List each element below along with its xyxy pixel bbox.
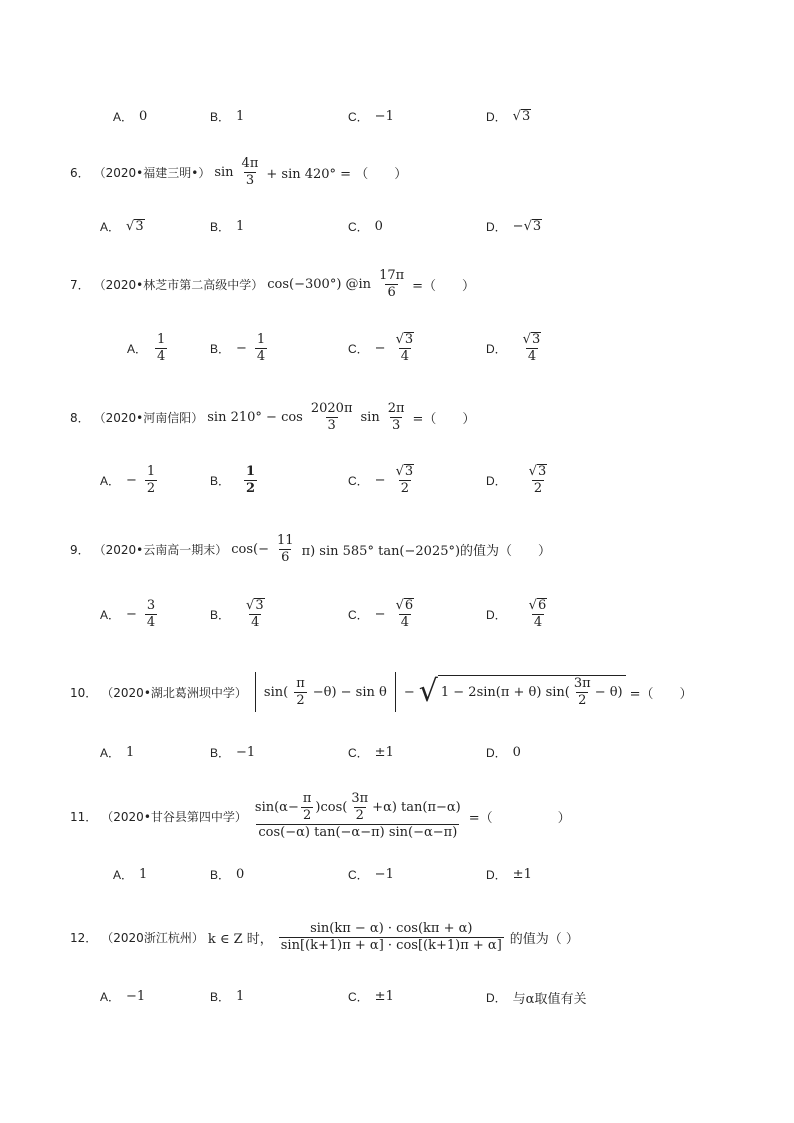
q12-stem: 12． （2020浙江杭州） k ∈ Z 时， $\frac{\sin(k\pi - \alpha) \cdot \cos(k\pi + \alpha)}{\sin[(k+1)\pi + \alpha] \cdot \cos[(k+1)\pi + \alpha]}$ 的值为（ ）: [70, 920, 579, 953]
q7-options: [0, 330, 794, 370]
sqrt-symbol: √ 1 − 2sin(π + θ) sin( $\frac{3\pi}{2}$ − θ): [419, 672, 626, 712]
q8-option-d[interactable]: D． √ 3 2: [486, 464, 551, 497]
fraction: $\frac{1}{2}$: [246, 464, 256, 496]
q9-option-a[interactable]: A． − $\frac{3}{4}$: [100, 598, 156, 630]
q5-option-a[interactable]: A． 0: [113, 109, 148, 124]
q6-stem: 6． （2020•福建三明•） sin $\frac{4\pi}{3}$ + sin 420° = （ ）: [70, 155, 408, 188]
q9-option-b[interactable]: B． √ 3 4: [210, 598, 269, 631]
fraction: $\frac{1}{4}$: [256, 332, 266, 364]
fraction: $\frac{1}{2}$: [146, 464, 156, 496]
fraction: √ 3 4: [246, 598, 264, 630]
fraction: $\frac{4\pi}{3}$: [241, 155, 259, 188]
sqrt-symbol: √ 3: [512, 109, 531, 124]
q7-option-a[interactable]: A． $\frac{1}{4}$: [127, 332, 166, 364]
q8-options: [0, 462, 794, 502]
q10-option-c[interactable]: C． ±1: [348, 745, 394, 760]
q6-option-b[interactable]: B． 1: [210, 219, 245, 234]
q11-options: [0, 866, 794, 888]
fraction: √ 6 4: [395, 598, 414, 630]
fraction: $\frac{2020\pi}{3}$: [310, 400, 353, 433]
q5-option-b[interactable]: B． 1: [210, 109, 245, 124]
q6-options: [0, 218, 794, 240]
q8-stem: 8． （2020•河南信阳） sin 210° − cos $\frac{2020\pi}{3}$ sin $\frac{2\pi}{3}$ =（ ）: [70, 400, 476, 433]
q11-option-d[interactable]: D． ±1: [486, 867, 532, 882]
fraction: √ 3 2: [395, 464, 414, 496]
fraction: $\frac{\pi}{2}$: [296, 675, 305, 708]
fraction: $\frac{2\pi}{3}$: [387, 400, 405, 433]
q9-stem: 9． （2020•云南高一期末） cos(− $\frac{11}{6}$ π) sin 585° tan(−2025°)的值为（ ）: [70, 532, 552, 565]
q6-option-c[interactable]: C． 0: [348, 219, 383, 234]
q9-option-c[interactable]: C． − √ 6 4: [348, 598, 418, 631]
q12-option-b[interactable]: B． 1: [210, 989, 245, 1004]
fraction: √ 3 2: [528, 464, 547, 496]
abs-bar-left: [255, 672, 256, 712]
fraction: √ 6 4: [528, 598, 547, 630]
q9-option-d[interactable]: D． √ 6 4: [486, 598, 551, 631]
fraction: √ 3 4: [522, 332, 541, 364]
fraction: $\frac{1}{4}$: [157, 332, 166, 364]
q9-options: [0, 596, 794, 636]
fraction: $\frac{11}{6}$: [277, 532, 294, 565]
q6-option-d[interactable]: D． − √ 3: [486, 219, 542, 234]
sqrt-symbol: √ 3: [523, 219, 542, 234]
q12-options: [0, 988, 794, 1010]
q7-option-c[interactable]: C． − √ 3 4: [348, 332, 418, 365]
q5-option-d[interactable]: D． √ 3: [486, 109, 531, 124]
q10-options: [0, 744, 794, 766]
q10-stem: 10． （2020•湖北葛洲坝中学） sin( $\frac{\pi}{2}$ −θ) − sin θ − √ 1 − 2sin(π + θ) sin( $\frac{3\pi}{2}$ − θ) =（ ）: [70, 668, 693, 716]
q7-stem: 7． （2020•林芝市第二高级中学） cos(−300°) @in $\frac{17\pi}{6}$ =（ ）: [70, 267, 476, 300]
q12-option-c[interactable]: C． ±1: [348, 989, 394, 1004]
q10-option-d[interactable]: D． 0: [486, 745, 521, 760]
fraction: $\frac{\sin(k\pi - \alpha) \cdot \cos(k\pi + \alpha)}{\sin[(k+1)\pi + \alpha] \cdot \cos[(k+1)\pi + \alpha]}$: [280, 920, 502, 953]
sqrt-symbol: √ 3: [126, 219, 144, 234]
abs-bar-right: [395, 672, 396, 712]
q12-option-a[interactable]: A． −1: [100, 989, 146, 1004]
q8-option-c[interactable]: C． − √ 3 2: [348, 464, 418, 497]
q11-option-a[interactable]: A． 1: [113, 867, 148, 882]
q7-option-b[interactable]: B． − $\frac{1}{4}$: [210, 332, 266, 364]
fraction: √ 3 4: [395, 332, 414, 364]
q11-option-b[interactable]: B． 0: [210, 867, 245, 882]
fraction: $\frac{17\pi}{6}$: [379, 267, 405, 300]
fraction: sin(α− $\frac{\pi}{2}$ )cos( $\frac{3\pi}{2}$ +α) tan(π−α) cos(−α) tan(−α−π) sin(−α−π): [254, 791, 461, 840]
q6-option-a[interactable]: A． √ 3: [100, 219, 144, 234]
q7-option-d[interactable]: D． √ 3 4: [486, 332, 545, 365]
q5-options: [0, 106, 794, 128]
q10-option-a[interactable]: A． 1: [100, 745, 135, 760]
q5-option-c[interactable]: C． −1: [348, 109, 394, 124]
q11-stem: 11． （2020•甘谷县第四中学） sin(α− $\frac{\pi}{2}$ )cos( $\frac{3\pi}{2}$ +α) tan(π−α) cos(−α) tan(−α−π) sin(−α−π) =（ ）: [70, 791, 571, 840]
fraction: $\frac{3}{4}$: [146, 598, 156, 630]
q10-option-b[interactable]: B． −1: [210, 745, 256, 760]
q8-option-b[interactable]: B． $\frac{1}{2}$: [210, 464, 256, 496]
q8-option-a[interactable]: A． − $\frac{1}{2}$: [100, 464, 156, 496]
q12-option-d[interactable]: D． 与α取值有关: [486, 991, 587, 1007]
q11-option-c[interactable]: C． −1: [348, 867, 394, 882]
